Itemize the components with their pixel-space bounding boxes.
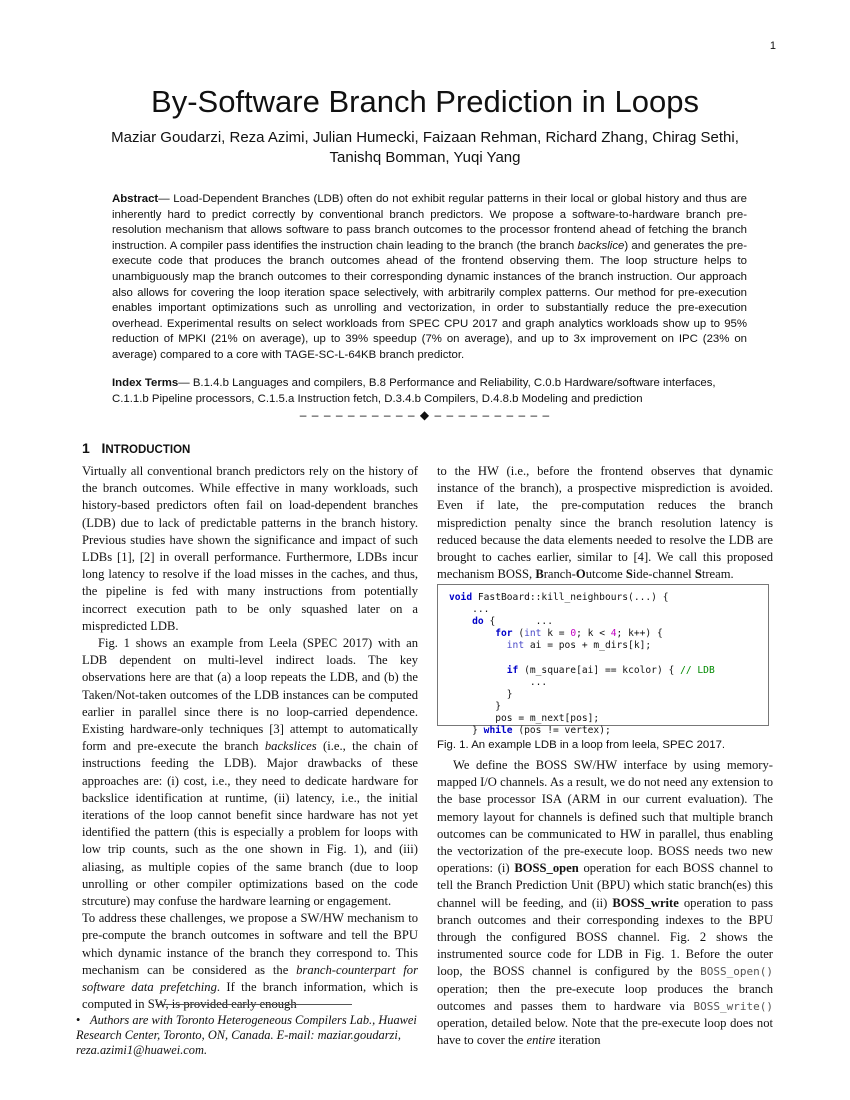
footnote [76, 1013, 422, 1058]
code-text: } [495, 700, 501, 712]
paragraph-text: ranch- [543, 567, 576, 582]
code-text: ... [529, 676, 548, 688]
paragraph-text: to the HW (i.e., before the frontend observes that dynamic instance of the branch), a prospective misprediction is avoided. Even if late, the pre-computation reduces the branch misprediction penalty since the branch resolution latency is reduced because the data elements needed to resolve the LDB are brought to caches earlier, similar to [4]. We call this proposed mechanism BOSS, [437, 464, 773, 582]
footnote-text: Authors are with Toronto Heterogeneous Compilers Lab., Huawei Research Center, Toronto, ON, Canada. E-mail: maziar.goudarzi, reza.azimi1@huawei.com. [76, 1013, 417, 1057]
authors-line-2: Tanishq Bomman, Yuqi Yang [329, 149, 521, 166]
code-comment: // LDB [680, 664, 715, 676]
index-terms [112, 376, 747, 407]
paragraph-text: operation, detailed below. Note that the pre-execute loop does not have to cover the [437, 1016, 773, 1048]
index-terms-text: B.1.4.b Languages and compilers, B.8 Performance and Reliability, C.0.b Hardware/software interfaces, C.1.1.b Pipeline processors, C.1.5.a Instruction fetch, D.3.4.b Compilers, D.4.8.b Modeling and prediction [112, 377, 716, 405]
section-divider: – – – – – – – – – – ◆ – – – – – – – – – – [299, 408, 551, 422]
paragraph-text: tream. [701, 567, 734, 582]
paragraph-text: Fig. 1 shows an example from Leela (SPEC 2017) with an LDB dependent on multi-level indirect loads. The key observations here are that (a) a loop repeats the LDB, and (b) the Taken/Not-taken outcomes of the LDB instances can be computed earlier in parallel since there is no loop-carried dependence. Existing hardware-only techniques [3] attempt to automatically form and pre-execute the branch [82, 636, 418, 754]
paragraph-text: To address these challenges, we propose a SW/HW mechanism to pre-compute the branch outcomes in software and tell the BPU which dynamic instance of the branch they correspond to. This mechanism can be considered as the [82, 911, 418, 977]
code-keyword: while [483, 725, 513, 737]
paragraph-emphasis: backslices [264, 739, 317, 754]
paragraph-text: We define the BOSS SW/HW interface by using memory-mapped I/O channels. As a result, we do not need any extension to the base processor ISA (ARM in our current evaluation). The memory layout for channels is defined such that multiple branch outcomes can be communicated to HW in parallel, thus enabling the vectorization of the pre-execute loop. BOSS needs two new operations: (i) [437, 758, 773, 876]
code-text: } [506, 688, 513, 700]
code-text: { ... [483, 616, 553, 628]
section-heading [82, 440, 190, 456]
inline-code: BOSS_write() [693, 999, 773, 1013]
paragraph-emphasis: branch-counterpart for software data prefetching [82, 962, 418, 995]
footnote-bullet: • [76, 1013, 81, 1027]
code-keyword: do [472, 616, 484, 628]
code-text: (pos != vertex); [512, 725, 611, 737]
code-text: pos = m_next[pos]; [495, 712, 600, 724]
code-number: 4 [610, 628, 617, 640]
abstract-text-b: ) and generates the pre-execute code that produces the branch outcomes ahead of the frontend observing them. The loop structure helps to unambiguously map the branch outcomes to their corresponding dynamic instances of the branch instruction. Our approach also allows for covering the loop iteration space selectively, with arbitrarily complex patterns. Our method for pre-execution enables important optimizations such as unrolling and vectorization, in order to substantially reduce the pre-execution overhead. Experimental results on select workloads from SPEC CPU 2017 and graph analytics workloads show up to 95% reduction of MPKI (21% on average), up to 39% speedup (7% on average), and up to 3x improvement on IPC (23% on average) compared to a core with TAGE-SC-L-64KB branch predictor. [112, 239, 747, 361]
code-keyword: if [506, 664, 519, 676]
index-terms-label: Index Terms [112, 377, 179, 389]
paragraph-text: ide-channel [632, 567, 695, 582]
abstract-emphasis: backslice [577, 239, 625, 252]
index-terms-dash: — [178, 377, 193, 389]
acronym-letter: S [625, 567, 633, 582]
code-text: ( [512, 628, 525, 640]
code-text: ai = pos + m_dirs[k]; [524, 640, 652, 652]
authors-line-1: Maziar Goudarzi, Reza Azimi, Julian Humecki, Faizaan Rehman, Richard Zhang, Chirag Sethi, [111, 129, 739, 146]
paragraph-emphasis: entire [526, 1033, 556, 1048]
acronym-letter: O [575, 567, 586, 582]
operation-name: BOSS_write [612, 895, 679, 910]
footnote-rule [156, 1004, 352, 1005]
abstract-dash: — [158, 193, 174, 205]
paragraph: Virtually all conventional branch predictors rely on the history of the branch outcomes. While effective in many workloads, such history-based predictors often fail on load-dependent branches (LDB) due to lack of predictable patterns in the branch history. Previous studies have shown the significance and impact of such LDBs [1], [2] in overall performance. Furthermore, LDBs incur long latency to resolve if the load misses in the caches, and thus, the pipeline is fed with many instructions from potentially incorrect execution path to be only squashed later on a mispredicted LDB. [82, 464, 418, 633]
paragraph-text: (i.e., the chain of instructions feeding the LDB). Major drawbacks of these approaches are: (i) cost, i.e., they need to dedicate hardware for backslice identification at runtime, (ii) latency, i.e., the initial iterations of the loop cannot benefit since hardware has not yet identified the pattern (this is especially a problem for loops with low trip counts, such as the one shown in Fig. 1), and (iii) aliasing, as multiple copies of the same branch (due to loop unrolling or other compiler optimizations based on the code strcuture) may confuse the hardware learning or engagement. [82, 739, 418, 909]
paragraph-text: . If the branch information, which is computed in SW, is provided early enough [82, 980, 418, 1012]
acronym-letter: S [694, 567, 702, 582]
section-number: 1 [82, 440, 90, 456]
code-listing [437, 584, 769, 737]
section-title-rest: NTRODUCTION [105, 444, 191, 456]
code-keyword: for [495, 628, 513, 640]
paragraph-text: utcome [585, 567, 626, 582]
code-number: 0 [570, 628, 577, 640]
code-text: (m_square[ai] == kcolor) { [518, 664, 681, 676]
acronym-letter: B [535, 567, 544, 582]
abstract-text-a: Load-Dependent Branches (LDB) often do not exhibit regular patterns in their local or global history and thus are inherently hard to predict correctly by conventional branch predictors. We propose a software-to-hardware branch pre-resolution mechanism that allows software to pass branch outcomes to the processor frontend ahead of fetching the branch instruction. A compiler pass identifies the instruction chain leading to the branch (the branch [112, 193, 747, 252]
paragraph-text: operation to pass branch outcomes and their corresponding indexes to the BPU through the configured BOSS channel. Fig. 2 shows the instrumented source code for LDB in Fig. 1. Before the outer loop, the BOSS channel is configured by the [437, 895, 773, 979]
left-column [82, 463, 418, 1014]
right-column-top [437, 463, 773, 583]
inline-code: BOSS_open() [700, 965, 773, 979]
paper-title: By-Software Branch Prediction in Loops [151, 84, 699, 119]
code-text: k = [541, 628, 571, 640]
code-block [449, 592, 768, 737]
right-column-bottom [437, 757, 773, 1049]
code-text: FastBoard::kill_neighbours(...) { [472, 592, 669, 603]
code-text: ; k++) { [616, 628, 663, 640]
code-text: ; k < [576, 628, 611, 640]
paragraph-text: iteration [555, 1033, 601, 1048]
authors [70, 128, 780, 168]
paragraph [82, 635, 418, 910]
code-keyword: void [449, 592, 473, 603]
paragraph [82, 910, 418, 1013]
section-title-initial: I [101, 440, 106, 456]
figure-caption: Fig. 1. An example LDB in a loop from leela, SPEC 2017. [437, 739, 726, 751]
paragraph [437, 757, 773, 1049]
code-type: int [506, 640, 525, 652]
paragraph [437, 463, 773, 583]
paragraph-text: operation for each BOSS channel to tell the Branch Prediction Unit (BPU) which static branch(es) this channel will be feeding, and (ii) [437, 861, 773, 910]
abstract-label: Abstract [112, 193, 159, 205]
paragraph-text: operation; then the pre-execute loop produces the branch outcomes and passes them to hardware via [437, 981, 773, 1013]
abstract [112, 192, 747, 364]
code-type: int [524, 628, 542, 640]
code-text: } [472, 725, 484, 737]
page-number: 1 [769, 40, 776, 52]
operation-name: BOSS_open [514, 861, 579, 876]
code-text: ... [449, 604, 490, 616]
